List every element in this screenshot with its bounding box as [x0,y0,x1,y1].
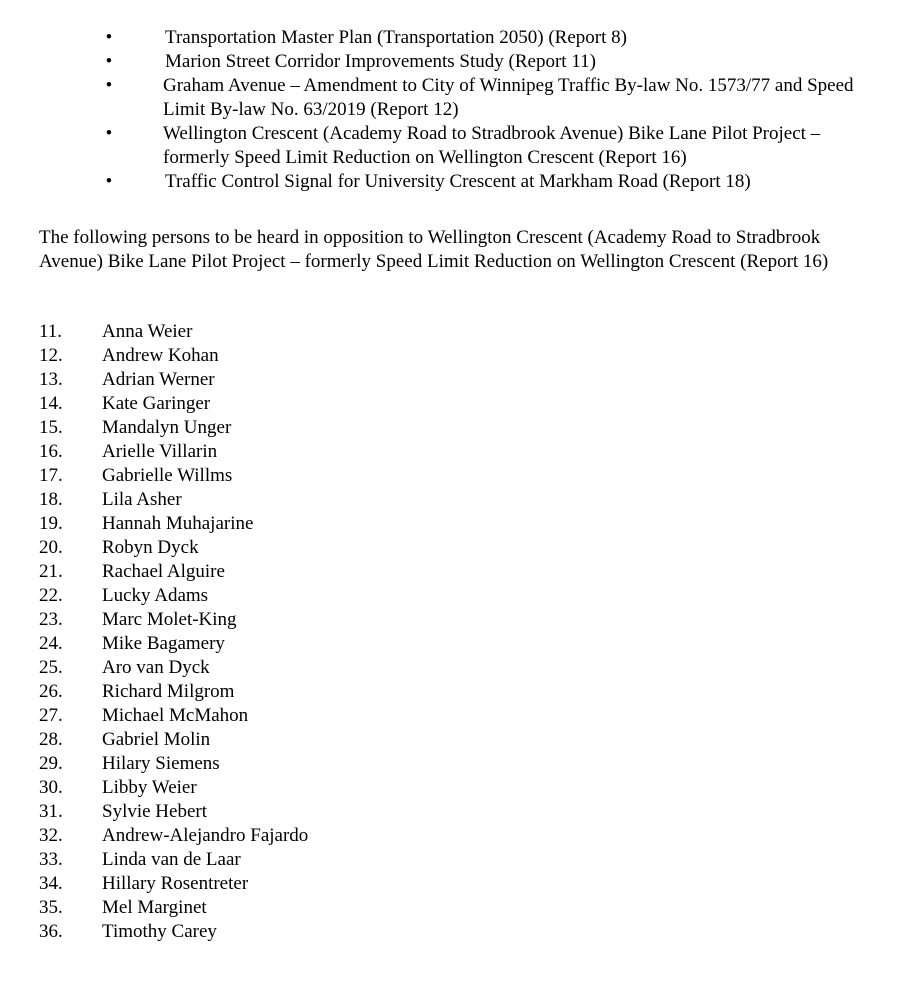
speaker-list-item [39,680,308,704]
speaker-list-item [39,392,308,416]
speaker-list-item [39,560,308,584]
speaker-name: Gabriel Molin [102,729,211,750]
report-bullet-text: Transportation Master Plan (Transportation 2050) (Report 8) [165,27,627,48]
bullet-dot-icon: • [105,171,113,192]
speaker-list-item [39,440,308,464]
speaker-name: Lila Asher [102,489,182,510]
speaker-number: 27. [39,705,63,726]
speaker-name: Mandalyn Unger [102,417,232,438]
speaker-name: Libby Weier [102,777,197,798]
speaker-name: Rachael Alguire [102,561,225,582]
speaker-number: 11. [39,321,63,342]
report-bullet-item [0,26,917,50]
speaker-list-item [39,728,308,752]
speaker-number: 17. [39,465,63,486]
speaker-list-item [39,800,308,824]
speaker-number: 15. [39,417,63,438]
speaker-list-item [39,344,308,368]
speaker-number: 33. [39,849,63,870]
speaker-list-item [39,920,308,944]
speaker-list-item [39,536,308,560]
speaker-name: Mel Marginet [102,897,207,918]
speaker-number: 20. [39,537,63,558]
speaker-name: Hilary Siemens [102,753,220,774]
speaker-name: Lucky Adams [102,585,209,606]
speaker-number: 26. [39,681,63,702]
speaker-name: Aro van Dyck [102,657,210,678]
speaker-list-item [39,704,308,728]
report-bullet-item [0,50,917,74]
speaker-number: 35. [39,897,63,918]
speaker-name: Hannah Muhajarine [102,513,254,534]
speaker-name: Andrew Kohan [102,345,219,366]
speaker-name: Robyn Dyck [102,537,199,558]
speaker-number: 23. [39,609,63,630]
speaker-name: Hillary Rosentreter [102,873,249,894]
speaker-list-item [39,488,308,512]
bullet-dot-icon: • [105,51,113,72]
report-bullet-text: Marion Street Corridor Improvements Study (Report 11) [165,51,596,72]
speaker-list-item [39,824,308,848]
report-bullet-item [0,74,917,122]
bullet-dot-icon: • [105,75,113,96]
speaker-number: 19. [39,513,63,534]
speaker-list-item [39,752,308,776]
speaker-name: Timothy Carey [102,921,217,942]
speaker-name: Mike Bagamery [102,633,225,654]
speaker-name: Richard Milgrom [102,681,235,702]
speaker-number: 31. [39,801,63,822]
speaker-list-item [39,320,308,344]
report-bullet-text: Wellington Crescent (Academy Road to Stradbrook Avenue) Bike Lane Pilot Project – formerly Speed Limit Reduction on Wellington Crescent (Report 16) [163,123,821,168]
speaker-number: 28. [39,729,63,750]
speaker-number: 29. [39,753,63,774]
speaker-number: 30. [39,777,63,798]
report-bullet-list [0,26,917,194]
speaker-list-item [39,608,308,632]
speaker-name: Kate Garinger [102,393,211,414]
speaker-name: Linda van de Laar [102,849,241,870]
speaker-list-item [39,656,308,680]
report-bullet-item [0,122,917,170]
speaker-number: 36. [39,921,63,942]
speaker-name: Gabrielle Willms [102,465,233,486]
speaker-number: 12. [39,345,63,366]
speaker-list-item [39,464,308,488]
speaker-list-item [39,776,308,800]
speaker-list-item [39,632,308,656]
speaker-list-item [39,584,308,608]
speaker-number: 21. [39,561,63,582]
speaker-list-item [39,368,308,392]
speaker-number: 22. [39,585,63,606]
bullet-dot-icon: • [105,27,113,48]
report-bullet-text: Graham Avenue – Amendment to City of Winnipeg Traffic By-law No. 1573/77 and Speed Limit By-law No. 63/2019 (Report 12) [163,75,854,120]
report-bullet-text: Traffic Control Signal for University Crescent at Markham Road (Report 18) [165,171,751,192]
speaker-number: 25. [39,657,63,678]
speaker-list-item [39,848,308,872]
speaker-number: 18. [39,489,63,510]
speaker-number: 14. [39,393,63,414]
speaker-list-item [39,872,308,896]
bullet-dot-icon: • [105,123,113,144]
speaker-list-item [39,512,308,536]
speaker-number: 13. [39,369,63,390]
speaker-name: Andrew-Alejandro Fajardo [102,825,309,846]
speaker-name: Anna Weier [102,321,193,342]
speaker-name: Marc Molet-King [102,609,237,630]
speaker-number: 16. [39,441,63,462]
speaker-name: Arielle Villarin [102,441,218,462]
speaker-name: Sylvie Hebert [102,801,208,822]
report-bullet-item [0,170,917,194]
speaker-name: Adrian Werner [102,369,215,390]
speaker-number: 34. [39,873,63,894]
speaker-list-item [39,896,308,920]
speaker-number: 24. [39,633,63,654]
opposition-intro-paragraph: The following persons to be heard in opposition to Wellington Crescent (Academy Road to Stradbrook Avenue) Bike Lane Pilot Project – formerly Speed Limit Reduction on Wellington Crescent (Report 16) [39,227,829,272]
speaker-number: 32. [39,825,63,846]
speaker-name: Michael McMahon [102,705,249,726]
speaker-list [39,320,308,944]
speaker-list-item [39,416,308,440]
